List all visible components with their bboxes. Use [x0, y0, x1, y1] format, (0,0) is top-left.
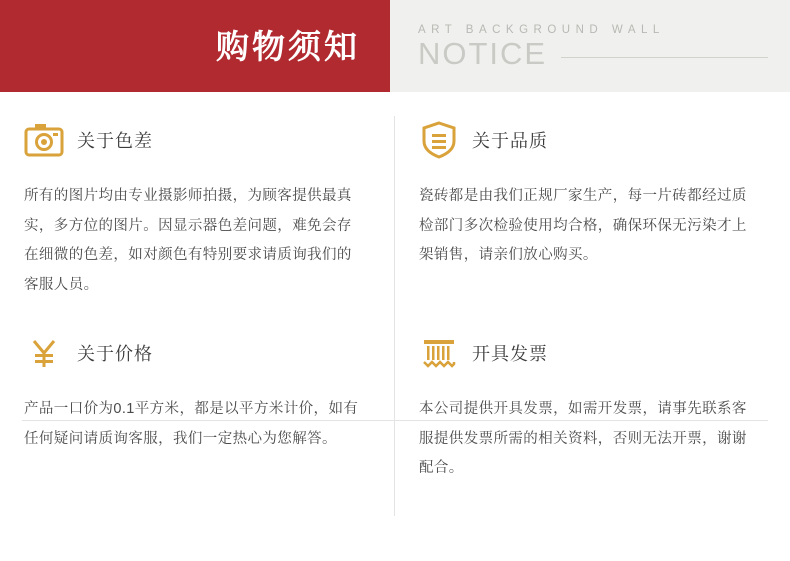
invoice-icon	[419, 333, 459, 373]
notice-cell-title: 关于品质	[472, 131, 548, 151]
notice-cell-header	[24, 114, 361, 166]
notice-cell-header	[419, 327, 756, 379]
header-notice-text: NOTICE	[418, 35, 548, 71]
header-subtitle: ART BACKGROUND WALL	[418, 23, 665, 36]
notice-cell-text: 所有的图片均由专业摄影师拍摄，为顾客提供最真实，多方位的图片。因显示器色差问题，难免会存在细微的色差，如对颜色有特别要求请质询我们的客服人员。	[24, 188, 352, 294]
notice-row-1	[0, 92, 790, 301]
notice-cell-color-difference	[0, 92, 395, 301]
notice-row-2	[0, 301, 790, 484]
notice-cell-invoice	[395, 301, 790, 484]
notice-cell-title: 关于色差	[77, 131, 153, 151]
horizontal-divider	[22, 420, 768, 421]
camera-icon	[24, 120, 64, 160]
header-divider-line	[561, 57, 768, 58]
yen-price-icon	[24, 333, 64, 373]
notice-cell-header	[24, 327, 361, 379]
notice-cell-quality	[395, 92, 790, 301]
page-title: 购物须知	[216, 27, 360, 65]
page-header	[0, 0, 790, 92]
notice-cell-title: 关于价格	[77, 343, 153, 364]
header-notice-row	[418, 35, 790, 71]
notice-grid	[0, 92, 790, 561]
shield-quality-icon	[419, 120, 459, 160]
notice-cell-text: 产品一口价为0.1平方米，都是以平方米计价，如有任何疑问请质询客服，我们一定热心为您解答。	[24, 400, 359, 447]
notice-cell-text: 本公司提供开具发票，如需开发票，请事先联系客服提供发票所需的相关资料，否则无法开票，谢谢配合。	[419, 400, 747, 477]
vertical-divider	[394, 116, 395, 516]
notice-cell-title: 开具发票	[472, 343, 548, 364]
notice-cell-header	[419, 114, 756, 166]
header-right-block	[390, 0, 790, 92]
header-red-block	[0, 0, 390, 92]
notice-cell-price	[0, 301, 395, 484]
notice-cell-text: 瓷砖都是由我们正规厂家生产，每一片砖都经过质检部门多次检验使用均合格，确保环保无污染才上架销售，请亲们放心购买。	[419, 188, 747, 264]
